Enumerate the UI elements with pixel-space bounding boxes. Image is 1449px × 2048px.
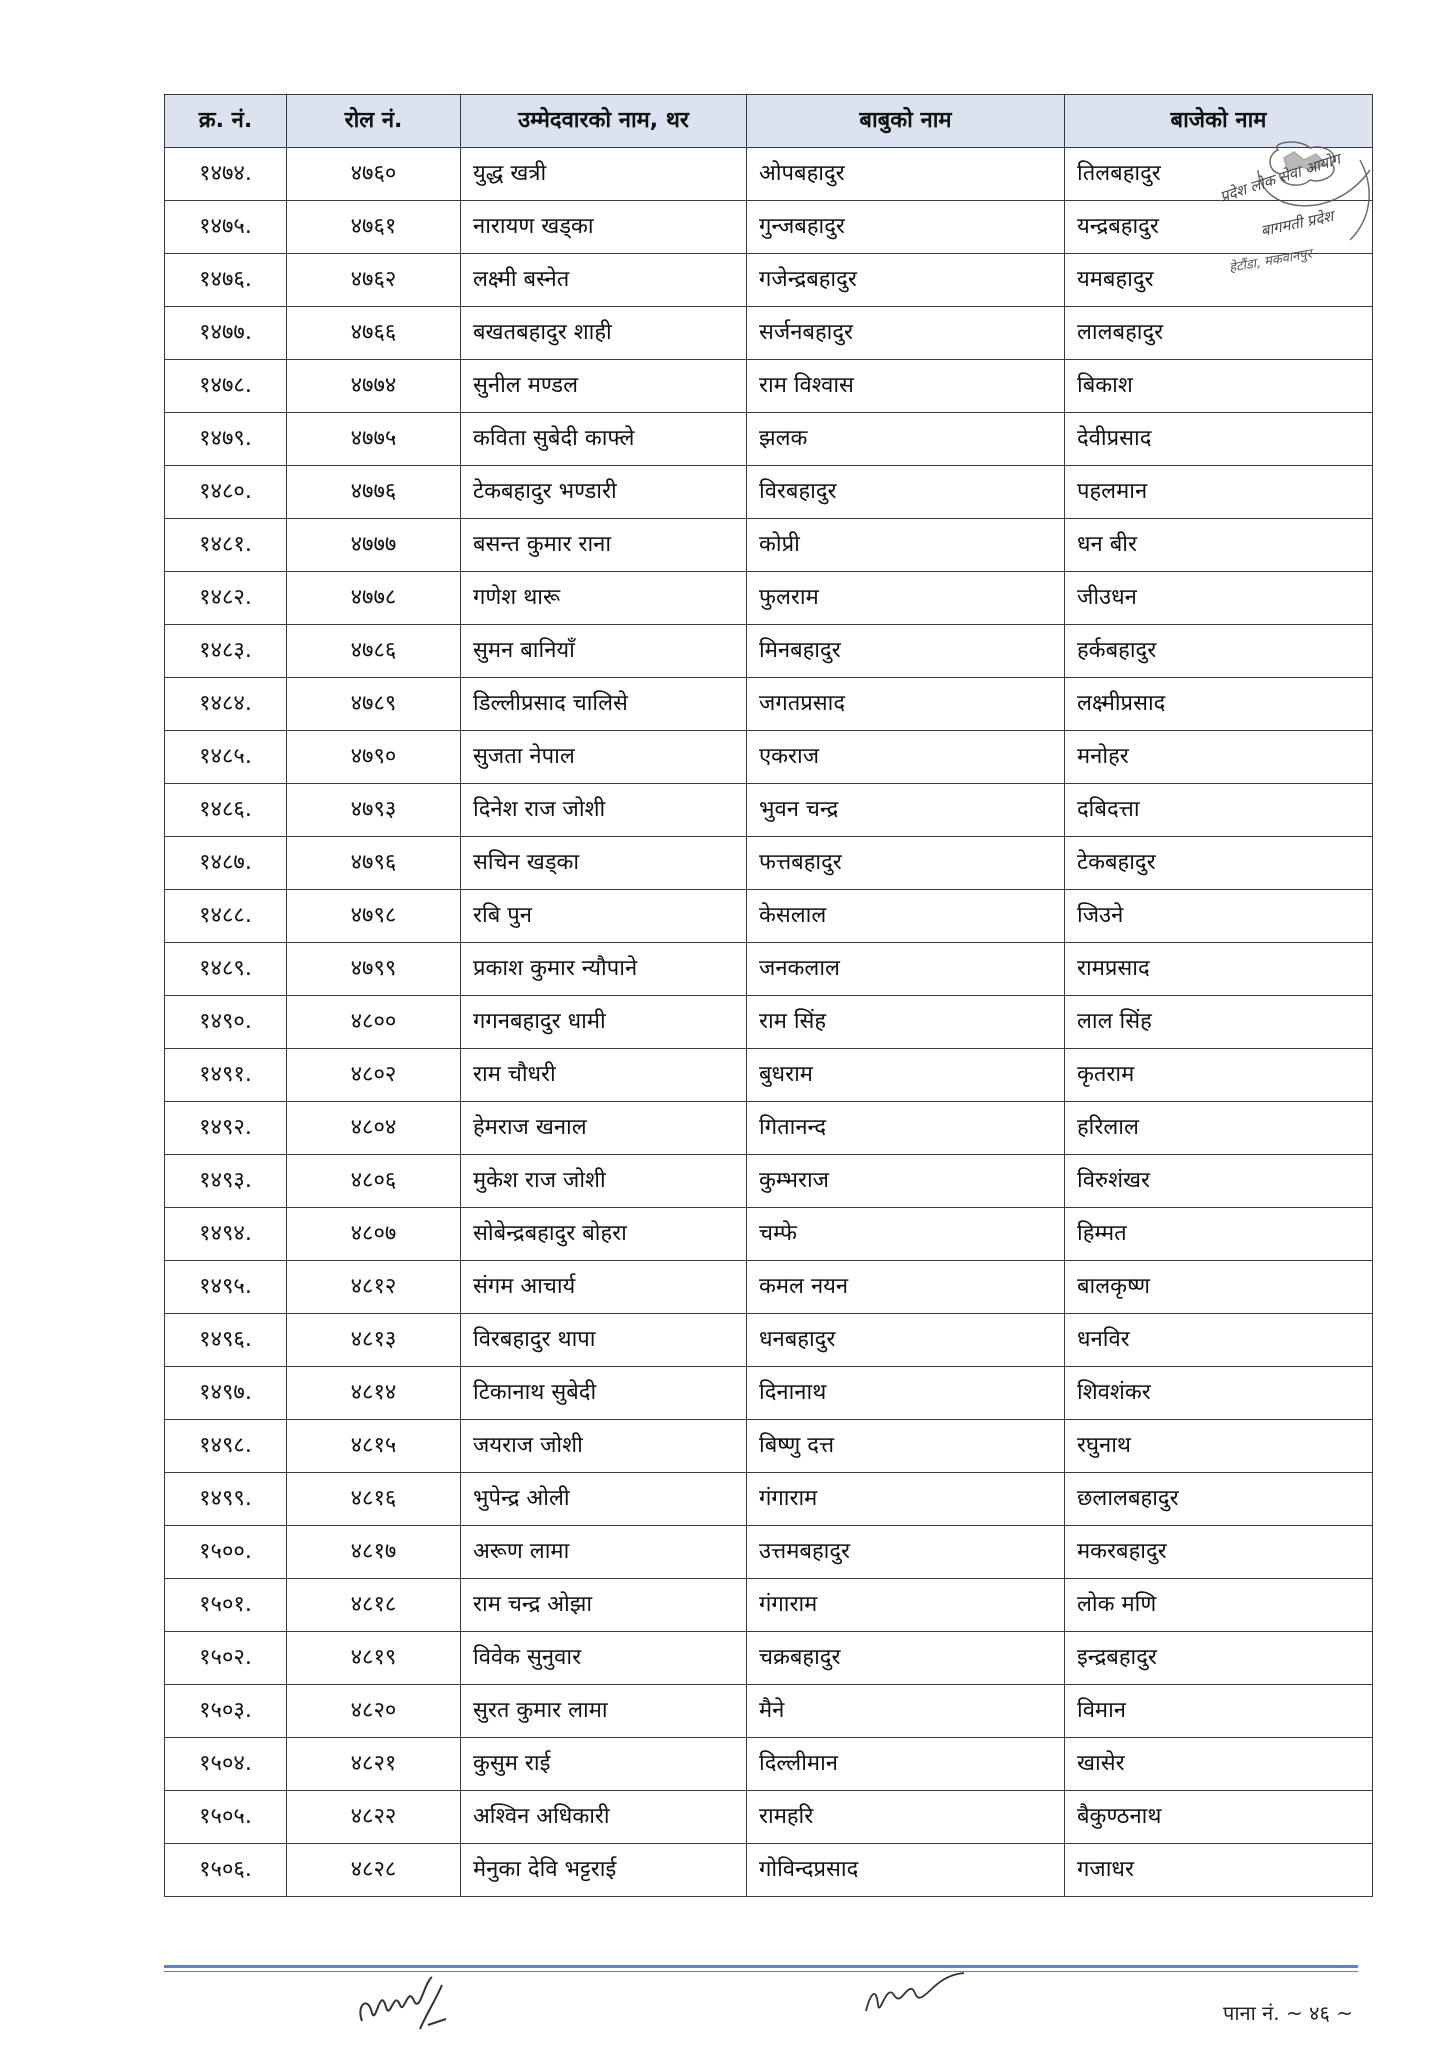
- cell-father-name: झलक: [747, 413, 1065, 466]
- cell-grandfather-name: लक्ष्मीप्रसाद: [1065, 678, 1373, 731]
- cell-serial-number: १४७६.: [165, 254, 287, 307]
- cell-grandfather-name: यमबहादुर: [1065, 254, 1373, 307]
- table-row: [165, 996, 1373, 1049]
- cell-roll-number: ४७८६: [287, 625, 461, 678]
- cell-father-name: मैने: [747, 1685, 1065, 1738]
- cell-serial-number: १४७८.: [165, 360, 287, 413]
- table-row: [165, 1526, 1373, 1579]
- cell-serial-number: १४९१.: [165, 1049, 287, 1102]
- office-stamp: [1200, 140, 1390, 285]
- cell-father-name: कोप्री: [747, 519, 1065, 572]
- cell-father-name: उत्तमबहादुर: [747, 1526, 1065, 1579]
- cell-grandfather-name: धन बीर: [1065, 519, 1373, 572]
- cell-father-name: रामहरि: [747, 1791, 1065, 1844]
- cell-father-name: गुन्जबहादुर: [747, 201, 1065, 254]
- cell-candidate-name: युद्ध खत्री: [461, 148, 747, 201]
- cell-serial-number: १४८६.: [165, 784, 287, 837]
- table-row: [165, 1473, 1373, 1526]
- cell-candidate-name: कुसुम राई: [461, 1738, 747, 1791]
- cell-father-name: गंगाराम: [747, 1473, 1065, 1526]
- cell-candidate-name: विरबहादुर थापा: [461, 1314, 747, 1367]
- table-row: [165, 1208, 1373, 1261]
- cell-candidate-name: मुकेश राज जोशी: [461, 1155, 747, 1208]
- header-roll-number: रोल नं.: [287, 95, 461, 148]
- table-row: [165, 1367, 1373, 1420]
- cell-father-name: धनबहादुर: [747, 1314, 1065, 1367]
- cell-serial-number: १४९८.: [165, 1420, 287, 1473]
- cell-candidate-name: टेकबहादुर भण्डारी: [461, 466, 747, 519]
- table-row: [165, 148, 1373, 201]
- table-row: [165, 1632, 1373, 1685]
- cell-grandfather-name: लोक मणि: [1065, 1579, 1373, 1632]
- table-header: [165, 95, 1373, 148]
- cell-grandfather-name: जीउधन: [1065, 572, 1373, 625]
- signature-left: [350, 1955, 460, 2035]
- table-row: [165, 837, 1373, 890]
- cell-grandfather-name: तिलबहादुर: [1065, 148, 1373, 201]
- cell-candidate-name: टिकानाथ सुबेदी: [461, 1367, 747, 1420]
- cell-serial-number: १४८८.: [165, 890, 287, 943]
- cell-roll-number: ४८२०: [287, 1685, 461, 1738]
- cell-roll-number: ४८१२: [287, 1261, 461, 1314]
- cell-roll-number: ४७७६: [287, 466, 461, 519]
- cell-candidate-name: राम चन्द्र ओझा: [461, 1579, 747, 1632]
- cell-roll-number: ४७६६: [287, 307, 461, 360]
- stamp-text-line3: हेटौंडा, मकवानपुर: [1228, 246, 1314, 276]
- cell-roll-number: ४७९९: [287, 943, 461, 996]
- table-row: [165, 1685, 1373, 1738]
- cell-roll-number: ४८१५: [287, 1420, 461, 1473]
- cell-father-name: कमल नयन: [747, 1261, 1065, 1314]
- cell-grandfather-name: मनोहर: [1065, 731, 1373, 784]
- cell-serial-number: १४९०.: [165, 996, 287, 1049]
- cell-candidate-name: मेनुका देवि भट्टराई: [461, 1844, 747, 1897]
- cell-serial-number: १४९४.: [165, 1208, 287, 1261]
- cell-candidate-name: गणेश थारू: [461, 572, 747, 625]
- cell-father-name: राम सिंह: [747, 996, 1065, 1049]
- cell-roll-number: ४७९६: [287, 837, 461, 890]
- cell-grandfather-name: दबिदत्ता: [1065, 784, 1373, 837]
- cell-serial-number: १५०६.: [165, 1844, 287, 1897]
- cell-candidate-name: दिनेश राज जोशी: [461, 784, 747, 837]
- cell-serial-number: १४७९.: [165, 413, 287, 466]
- header-row: [165, 95, 1373, 148]
- cell-grandfather-name: बिकाश: [1065, 360, 1373, 413]
- cell-serial-number: १५००.: [165, 1526, 287, 1579]
- cell-father-name: दिल्लीमान: [747, 1738, 1065, 1791]
- table-row: [165, 1791, 1373, 1844]
- table-row: [165, 201, 1373, 254]
- cell-roll-number: ४८१८: [287, 1579, 461, 1632]
- cell-candidate-name: अरूण लामा: [461, 1526, 747, 1579]
- cell-father-name: विरबहादुर: [747, 466, 1065, 519]
- cell-serial-number: १४९६.: [165, 1314, 287, 1367]
- cell-father-name: ओपबहादुर: [747, 148, 1065, 201]
- stamp-text-line1: प्रदेश लोक सेवा आयोग: [1217, 149, 1343, 206]
- cell-candidate-name: गगनबहादुर धामी: [461, 996, 747, 1049]
- cell-grandfather-name: लाल सिंह: [1065, 996, 1373, 1049]
- cell-candidate-name: सुजता नेपाल: [461, 731, 747, 784]
- cell-grandfather-name: हरिलाल: [1065, 1102, 1373, 1155]
- cell-roll-number: ४८१९: [287, 1632, 461, 1685]
- cell-grandfather-name: छलालबहादुर: [1065, 1473, 1373, 1526]
- cell-father-name: गजेन्द्रबहादुर: [747, 254, 1065, 307]
- cell-father-name: गंगाराम: [747, 1579, 1065, 1632]
- cell-serial-number: १४८५.: [165, 731, 287, 784]
- table-row: [165, 890, 1373, 943]
- cell-roll-number: ४८२२: [287, 1791, 461, 1844]
- cell-grandfather-name: रघुनाथ: [1065, 1420, 1373, 1473]
- cell-father-name: फत्तबहादुर: [747, 837, 1065, 890]
- table-row: [165, 1049, 1373, 1102]
- table-row: [165, 413, 1373, 466]
- cell-serial-number: १५०२.: [165, 1632, 287, 1685]
- cell-candidate-name: बसन्त कुमार राना: [461, 519, 747, 572]
- cell-grandfather-name: पहलमान: [1065, 466, 1373, 519]
- cell-roll-number: ४७६१: [287, 201, 461, 254]
- stamp-text-line2: बागमती प्रदेश: [1259, 206, 1336, 240]
- cell-serial-number: १४८७.: [165, 837, 287, 890]
- table-row: [165, 572, 1373, 625]
- table-row: [165, 1314, 1373, 1367]
- cell-father-name: भुवन चन्द्र: [747, 784, 1065, 837]
- cell-roll-number: ४८०६: [287, 1155, 461, 1208]
- cell-father-name: मिनबहादुर: [747, 625, 1065, 678]
- cell-roll-number: ४७९३: [287, 784, 461, 837]
- cell-grandfather-name: लालबहादुर: [1065, 307, 1373, 360]
- page-number: पाना नं. ~ ४६ ~: [1222, 2001, 1353, 2025]
- cell-father-name: फुलराम: [747, 572, 1065, 625]
- cell-roll-number: ४७७५: [287, 413, 461, 466]
- cell-father-name: गितानन्द: [747, 1102, 1065, 1155]
- cell-serial-number: १४८३.: [165, 625, 287, 678]
- cell-serial-number: १४७५.: [165, 201, 287, 254]
- cell-candidate-name: सुरत कुमार लामा: [461, 1685, 747, 1738]
- cell-serial-number: १४८९.: [165, 943, 287, 996]
- cell-father-name: चम्फे: [747, 1208, 1065, 1261]
- signature-middle: [860, 1955, 970, 2025]
- cell-serial-number: १५०१.: [165, 1579, 287, 1632]
- cell-roll-number: ४८१४: [287, 1367, 461, 1420]
- table-row: [165, 466, 1373, 519]
- cell-serial-number: १५०५.: [165, 1791, 287, 1844]
- cell-candidate-name: सचिन खड्का: [461, 837, 747, 890]
- cell-candidate-name: विवेक सुनुवार: [461, 1632, 747, 1685]
- cell-roll-number: ४७७७: [287, 519, 461, 572]
- cell-roll-number: ४८१३: [287, 1314, 461, 1367]
- cell-candidate-name: हेमराज खनाल: [461, 1102, 747, 1155]
- cell-candidate-name: संगम आचार्य: [461, 1261, 747, 1314]
- cell-roll-number: ४८०४: [287, 1102, 461, 1155]
- table-row: [165, 360, 1373, 413]
- cell-roll-number: ४८२१: [287, 1738, 461, 1791]
- table-row: [165, 625, 1373, 678]
- table-row: [165, 1261, 1373, 1314]
- table-row: [165, 307, 1373, 360]
- cell-grandfather-name: शिवशंकर: [1065, 1367, 1373, 1420]
- cell-serial-number: १४७७.: [165, 307, 287, 360]
- cell-father-name: सर्जनबहादुर: [747, 307, 1065, 360]
- cell-grandfather-name: हर्कबहादुर: [1065, 625, 1373, 678]
- cell-grandfather-name: बालकृष्ण: [1065, 1261, 1373, 1314]
- table-row: [165, 1738, 1373, 1791]
- footer-divider-thin: [164, 1971, 1358, 1972]
- cell-grandfather-name: जिउने: [1065, 890, 1373, 943]
- cell-serial-number: १४८२.: [165, 572, 287, 625]
- cell-roll-number: ४७७४: [287, 360, 461, 413]
- table-row: [165, 1155, 1373, 1208]
- cell-serial-number: १४९७.: [165, 1367, 287, 1420]
- cell-grandfather-name: विरुशंखर: [1065, 1155, 1373, 1208]
- cell-serial-number: १४९९.: [165, 1473, 287, 1526]
- cell-serial-number: १५०३.: [165, 1685, 287, 1738]
- cell-candidate-name: सुमन बानियाँ: [461, 625, 747, 678]
- cell-candidate-name: बखतबहादुर शाही: [461, 307, 747, 360]
- cell-grandfather-name: इन्द्रबहादुर: [1065, 1632, 1373, 1685]
- cell-candidate-name: सोबेन्द्रबहादुर बोहरा: [461, 1208, 747, 1261]
- cell-candidate-name: नारायण खड्का: [461, 201, 747, 254]
- footer-divider: [164, 1965, 1358, 1968]
- table-row: [165, 1579, 1373, 1632]
- cell-father-name: दिनानाथ: [747, 1367, 1065, 1420]
- table-body: [165, 148, 1373, 1897]
- cell-grandfather-name: गजाधर: [1065, 1844, 1373, 1897]
- cell-candidate-name: कविता सुबेदी काफ्ले: [461, 413, 747, 466]
- table-row: [165, 1844, 1373, 1897]
- cell-serial-number: १५०४.: [165, 1738, 287, 1791]
- cell-grandfather-name: टेकबहादुर: [1065, 837, 1373, 890]
- cell-grandfather-name: कृतराम: [1065, 1049, 1373, 1102]
- table-row: [165, 1102, 1373, 1155]
- cell-candidate-name: राम चौधरी: [461, 1049, 747, 1102]
- cell-serial-number: १४७४.: [165, 148, 287, 201]
- cell-serial-number: १४९२.: [165, 1102, 287, 1155]
- cell-grandfather-name: रामप्रसाद: [1065, 943, 1373, 996]
- cell-serial-number: १४८०.: [165, 466, 287, 519]
- cell-father-name: जनकलाल: [747, 943, 1065, 996]
- cell-roll-number: ४७८९: [287, 678, 461, 731]
- cell-roll-number: ४७९८: [287, 890, 461, 943]
- cell-father-name: जगतप्रसाद: [747, 678, 1065, 731]
- cell-grandfather-name: यन्द्रबहादुर: [1065, 201, 1373, 254]
- cell-grandfather-name: विमान: [1065, 1685, 1373, 1738]
- cell-roll-number: ४७९०: [287, 731, 461, 784]
- cell-candidate-name: रबि पुन: [461, 890, 747, 943]
- cell-grandfather-name: बैकुण्ठनाथ: [1065, 1791, 1373, 1844]
- cell-father-name: बिष्णु दत्त: [747, 1420, 1065, 1473]
- cell-father-name: गोविन्दप्रसाद: [747, 1844, 1065, 1897]
- cell-serial-number: १४८१.: [165, 519, 287, 572]
- table-row: [165, 519, 1373, 572]
- cell-father-name: चक्रबहादुर: [747, 1632, 1065, 1685]
- cell-roll-number: ४८०७: [287, 1208, 461, 1261]
- cell-serial-number: १४९३.: [165, 1155, 287, 1208]
- header-grandfather-name: बाजेको नाम: [1065, 95, 1373, 148]
- cell-grandfather-name: खासेर: [1065, 1738, 1373, 1791]
- cell-grandfather-name: धनविर: [1065, 1314, 1373, 1367]
- cell-roll-number: ४८००: [287, 996, 461, 1049]
- cell-candidate-name: प्रकाश कुमार न्यौपाने: [461, 943, 747, 996]
- table-row: [165, 731, 1373, 784]
- cell-father-name: कुम्भराज: [747, 1155, 1065, 1208]
- cell-father-name: केसलाल: [747, 890, 1065, 943]
- cell-grandfather-name: देवीप्रसाद: [1065, 413, 1373, 466]
- cell-grandfather-name: हिम्मत: [1065, 1208, 1373, 1261]
- table-row: [165, 943, 1373, 996]
- candidate-list-table: [164, 94, 1373, 1897]
- cell-roll-number: ४८२८: [287, 1844, 461, 1897]
- header-candidate-name: उम्मेदवारको नाम, थर: [461, 95, 747, 148]
- cell-serial-number: १४९५.: [165, 1261, 287, 1314]
- cell-roll-number: ४८१७: [287, 1526, 461, 1579]
- cell-roll-number: ४८१६: [287, 1473, 461, 1526]
- table-row: [165, 784, 1373, 837]
- cell-candidate-name: सुनील मण्डल: [461, 360, 747, 413]
- cell-roll-number: ४७६०: [287, 148, 461, 201]
- cell-father-name: एकराज: [747, 731, 1065, 784]
- cell-father-name: बुधराम: [747, 1049, 1065, 1102]
- cell-candidate-name: डिल्लीप्रसाद चालिसे: [461, 678, 747, 731]
- cell-roll-number: ४८०२: [287, 1049, 461, 1102]
- header-father-name: बाबुको नाम: [747, 95, 1065, 148]
- cell-candidate-name: जयराज जोशी: [461, 1420, 747, 1473]
- header-serial-number: क्र. नं.: [165, 95, 287, 148]
- table-row: [165, 1420, 1373, 1473]
- table-row: [165, 678, 1373, 731]
- cell-candidate-name: लक्ष्मी बस्नेत: [461, 254, 747, 307]
- cell-roll-number: ४७६२: [287, 254, 461, 307]
- cell-roll-number: ४७७८: [287, 572, 461, 625]
- cell-serial-number: १४८४.: [165, 678, 287, 731]
- cell-candidate-name: भुपेन्द्र ओली: [461, 1473, 747, 1526]
- cell-candidate-name: अश्विन अधिकारी: [461, 1791, 747, 1844]
- cell-grandfather-name: मकरबहादुर: [1065, 1526, 1373, 1579]
- cell-father-name: राम विश्वास: [747, 360, 1065, 413]
- table-row: [165, 254, 1373, 307]
